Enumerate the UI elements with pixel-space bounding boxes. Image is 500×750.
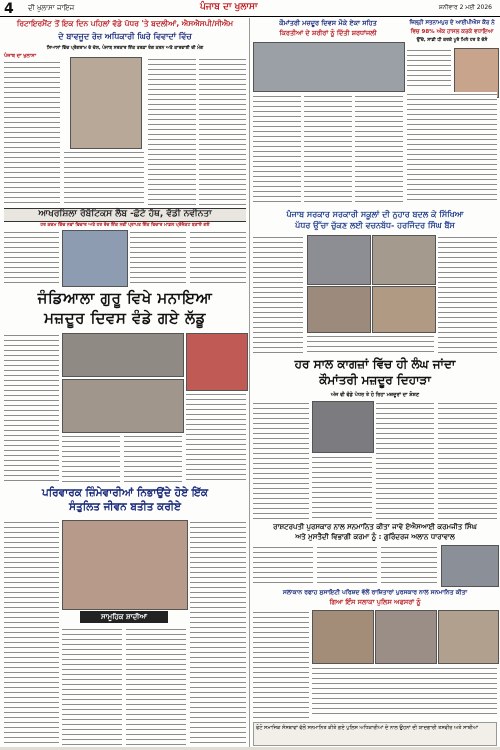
robotics-headline: ਆਖਰਸ਼ਿਲਾ ਰੋਬੋਟਿਕਸ ਲੈਬ -ਛੋਟੇ ਹੱਥ, ਵੱਡੀ ਨਵੀਨਤਾ [38, 209, 212, 219]
labour-paper-text-2 [312, 455, 372, 519]
labour-group-photo-2 [62, 379, 184, 433]
society-headline-2: ਗਿਆ ਇੰਸ ਸਲਾਕਾ ਪੁਲਿਸ ਅਫਸਰਾਂ ਨੂੰ [329, 598, 421, 606]
school-photo-2 [372, 235, 436, 285]
page-number: 4 [4, 1, 14, 17]
topper-text-2 [407, 92, 497, 204]
left-article-col4 [199, 57, 246, 205]
labour-text-3 [186, 392, 246, 483]
labour-tribute-photo [253, 42, 405, 92]
wedding-banner: ਸਾਮੂਹਿਕ ਸ਼ਾਦੀਆਂ [80, 611, 168, 623]
school-headline-2: ਪੱਧਰ ਉੱਚਾ ਚੁੱਕਣ ਲਈ ਵਚਨਬੱਧ- ਹਰਜਿੰਦਰ ਸਿੰਘ ਬੈਂਸ [295, 221, 455, 230]
robotics-text-3 [190, 230, 246, 285]
society-footer-caption: ਫੋਟੋ ਸਮਾਜਿਕ ਸੰਸਥਾਵਾਂ ਵੱਲੋਂ ਸਨਮਾਨਿਤ ਕੀਤੇ ਗਏ ਪੁਲਿਸ ਅਧਿਕਾਰੀਆਂ ਦੇ ਨਾਲ ਉਹਨਾਂ ਦੀ ਯਾਦਗਾਰੀ ਤਸਵੀਰ ਅਤੇ ਸਾਥੀਆਂ [253, 722, 497, 746]
topper-text-1 [407, 48, 451, 88]
robotics-text-1 [4, 230, 59, 285]
school-text-1 [253, 235, 303, 355]
family-text-3 [190, 520, 246, 745]
award-text-1 [253, 545, 313, 585]
school-photo-1 [307, 235, 371, 285]
tribute-text-3 [355, 94, 403, 204]
topper-headline-1: ਜ਼ਿਲ੍ਹੀ ਸਤਨਾਮਪੁਰ ਦੇ ਆਈਪੀਐਸ ਕੌਰ ਨੇ [409, 20, 495, 26]
topper-student-photo [454, 48, 499, 98]
paper-name: ਦੀ ਖੁਲਾਸਾ ਜਾਇਜ [28, 4, 75, 12]
official-portrait-photo [70, 57, 142, 149]
family-text-2b [126, 627, 186, 745]
school-photo-3 [307, 286, 371, 333]
mass-wedding-photo [62, 520, 188, 610]
labour-group-photo-1 [62, 333, 184, 377]
labour-paper-text-4 [438, 401, 497, 519]
society-photo-3 [438, 610, 499, 664]
society-text-2 [312, 666, 497, 718]
labour-paper-text-1 [253, 401, 309, 519]
topper-headline-2: ਵਿਚ 98% ਅੰਕ ਹਾਸਲ ਕਰਕੇ ਵਧਾਇਆ [410, 29, 494, 35]
robotics-photo [62, 230, 128, 287]
issue-date: ਸ਼ਨੀਵਾਰ 2 ਮਈ 2026 [438, 4, 492, 11]
right-top-headline-2: ਕਿਰਤੀਆਂ ਦੇ ਸ਼ਰੀਰਾਂ ਨੂੰ ਦਿੱਤੀ ਸ਼ਰਧਾਂਜਲੀ [279, 29, 377, 37]
school-headline-1: ਪੰਜਾਬ ਸਰਕਾਰ ਸਰਕਾਰੀ ਸਕੂਲਾਂ ਦੀ ਨੁਹਾਰ ਬਦਲ ਕੇ ਸਿੱਖਿਆ [286, 210, 464, 219]
right-top-headline-1: ਕੌਮਾਂਤਰੀ ਮਜ਼ਦੂਰ ਦਿਵਸ ਮੌਕੇ ਏਕਾ ਸਹਿਤ [279, 19, 377, 27]
award-headline-1: ਰਾਸ਼ਟਰਪਤੀ ਪੁਰਸਕਾਰ ਨਾਲ ਸਨਮਾਨਿਤ ਕੀਤਾ ਜਾਵੇ ਏਐਸਆਈ ਕਰਮਜੀਤ ਸਿੰਘ [273, 523, 477, 531]
family-headline-1: ਪਰਿਵਾਰਕ ਜ਼ਿੰਮੇਵਾਰੀਆਂ ਨਿਭਾਉਂਦੇ ਹੋਏ ਇੱਕ [41, 487, 208, 499]
labour-day-headline-2: ਮਜ਼ਦੂਰ ਦਿਵਸ ਵੰਡੇ ਗਏ ਲੱਡੂ [44, 309, 206, 327]
robotics-subline: ਹਰ ਕਦਮ ਵਿੱਚ ਨਵਾਂ ਵਿਚਾਰ ਅਤੇ ਹਰ ਰੋਜ਼ ਇੱਕ ਨਵੀਂ ਪ੍ਰਾਪਤ ਇੱਕ ਵਿਚਾਰ ਮਾਡਲ ਪ੍ਰੋਜੈਕਟ ਬਣਾਏ ਗਏ [40, 223, 210, 228]
brand-title: ਪੰਜਾਬ ਦਾ ਖੁਲਾਸਾ [200, 2, 258, 12]
school-text-3 [438, 235, 497, 355]
society-photo-2 [375, 610, 437, 664]
column-divider [249, 18, 250, 748]
labour-text-1 [4, 333, 59, 483]
labour-paper-headline-2: ਕੌਮਾਂਤਰੀ ਮਜ਼ਦੂਰ ਦਿਹਾੜਾ [319, 373, 431, 387]
school-photo-4 [372, 286, 436, 333]
left-top-subline: ਸਿਆਸਾਂ ਵਿੱਚ ਪ੍ਰੋਗਰਾਮ ਦੇ ਚੱਲ, ਪੰਜਾਬ ਸਰਕਾਰ ਇੱਕ ਤਰਫ਼ਾ ਰੰਗ ਕਰਨ ਅਤੇ ਕਾਰਵਾਈ ਦੀ ਮੰਗ [46, 46, 204, 51]
labour-banner-photo [186, 333, 248, 391]
family-headline-2: ਸੰਤੁਲਿਤ ਜੀਵਨ ਬਤੀਤ ਕਰੀਏ [69, 501, 181, 513]
tribute-text-1 [253, 94, 301, 204]
page-header [0, 0, 500, 17]
award-text-2 [317, 545, 377, 585]
labour-paper-photo [312, 401, 374, 453]
labour-text-2b [124, 434, 182, 483]
labour-text-2 [62, 434, 120, 483]
school-text-2 [307, 334, 434, 355]
award-officer-photo [441, 545, 499, 587]
labour-paper-subline: ਅੱਜ ਵੀ ਵੱਡੇ ਪੱਧਰ ਤੇ ਹੋ ਰਿਹਾ ਮਜ਼ਦੂਰਾਂ ਦਾ ਸ਼ੋਸ਼ਣ [330, 392, 420, 398]
portrait-caption-text [64, 150, 144, 205]
award-text-3 [381, 545, 437, 585]
society-headline-1: ਸਲਾਕਾਨ ਰਫਾਹ ਸੁਸਾਇਟੀ ਪਰਿਸ਼ਦ ਵੱਲੋਂ ਰਾਜ਼ਿਤਾਰਾਂ ਪੁਰਸਕਾਰ ਨਾਲ ਸਨਮਾਨਿਤ ਕੀਤਾ [282, 589, 468, 596]
topper-headline-3: ਉੱਚੇ, ਸਾਡੀ ਧੀ ਕਰਕੇ ਪੂਰੇ ਮਿਲੇ ਹਰ ਤੇ ਦੱਸੋ [416, 38, 488, 43]
society-photo-1 [312, 610, 374, 664]
family-text-2a [62, 627, 122, 745]
left-byline: ਪੰਜਾਬ ਦਾ ਖੁਲਾਸਾ [4, 53, 37, 59]
left-article-col3 [148, 57, 196, 205]
left-article-text [4, 60, 60, 205]
labour-paper-headline-1: ਹਰ ਸਾਲ ਕਾਗਜ਼ਾਂ ਵਿੱਚ ਹੀ ਲੰਘ ਜਾਂਦਾ [294, 357, 456, 371]
robotics-text-2 [130, 230, 186, 285]
labour-day-headline-1: ਜੰਡਿਆਲਾ ਗੁਰੂ ਵਿਖੇ ਮਨਾਇਆ [37, 289, 213, 307]
society-text-1 [253, 610, 309, 718]
robotics-band [4, 208, 246, 222]
award-headline-2: ਅਤੇ ਮੁਸਤੈਦੀ ਵਿਭਾਗੀ ਕਰਮਾ ਨੂੰ : ਗੁਰਿੰਦਰਜ ਅਲਾਨ ਧਾਰਾਵਾਲ [295, 533, 455, 541]
left-top-headline-red: ਰਿਟਾਇਰਮੈਂਟ ਤੋਂ ਇਕ ਦਿਨ ਪਹਿਲਾਂ ਵੱਡੇ ਪੱਧਰ 'ਤੇ ਬਦਲੀਆਂ, ਐਸਐਸਪੀ/ਸੀਐਮ [16, 19, 234, 28]
family-text-1 [4, 520, 59, 745]
left-top-headline-blue: ਦੇ ਬਾਵਜੂਦ ਰੋਜ਼ ਅਧਿਕਾਰੀ ਘਿਰੇ ਵਿਵਾਦਾਂ ਵਿੱਚ [58, 32, 192, 41]
labour-paper-text-3 [376, 401, 434, 519]
tribute-text-2 [304, 94, 352, 204]
